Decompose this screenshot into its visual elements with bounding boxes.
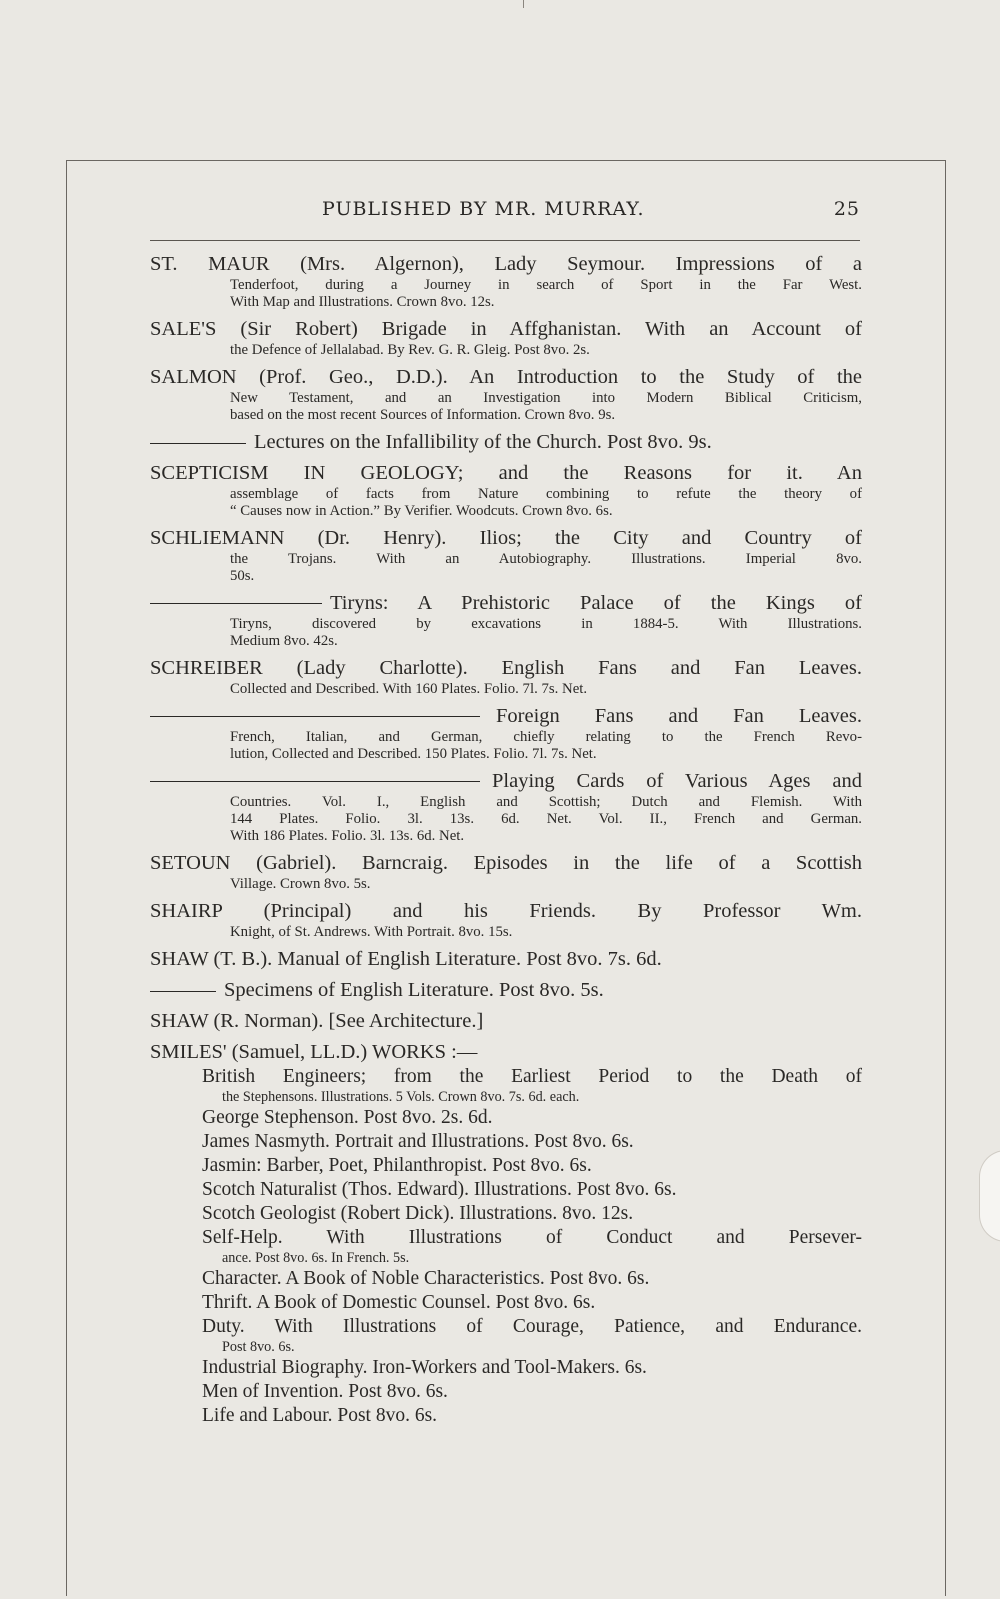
entry-heading: Foreign Fans and Fan Leaves.: [150, 704, 862, 729]
catalogue-entry: [150, 591, 862, 650]
entry-line: the Trojans. With an Autobiography. Illustrations. Imperial 8vo.: [230, 551, 862, 567]
entry-heading: Lectures on the Infallibility of the Church. Post 8vo. 9s.: [150, 430, 862, 455]
catalogue-entry: [150, 947, 862, 972]
catalogue-entry: [150, 1009, 862, 1034]
entry-line: based on the most recent Sources of Information. Crown 8vo. 9s.: [230, 407, 616, 423]
header-rule: [150, 240, 860, 241]
entry-heading: SMILES' (Samuel, LL.D.) WORKS :—: [150, 1041, 478, 1063]
entry-heading: Specimens of English Literature. Post 8vo. 5s.: [150, 978, 862, 1003]
catalogue-entry: [150, 317, 862, 359]
entry-line: New Testament, and an Investigation into Modern Biblical Criticism,: [230, 390, 862, 406]
entry-line: Knight, of St. Andrews. With Portrait. 8vo. 15s.: [230, 924, 513, 940]
work-heading: Character. A Book of Noble Characteristics. Post 8vo. 6s.: [202, 1268, 650, 1289]
entry-line: lution, Collected and Described. 150 Plates. Folio. 7l. 7s. Net.: [230, 746, 597, 762]
entry-line: the Defence of Jellalabad. By Rev. G. R. Gleig. Post 8vo. 2s.: [230, 342, 590, 358]
work-item: [150, 1130, 862, 1154]
work-item: [150, 1154, 862, 1178]
catalogue-list: [150, 252, 862, 1428]
entry-heading: Tiryns: A Prehistoric Palace of the Kings of: [150, 591, 862, 616]
work-item: [150, 1202, 862, 1226]
work-line: the Stephensons. Illustrations. 5 Vols. Crown 8vo. 7s. 6d. each.: [222, 1089, 580, 1105]
catalogue-entry: [150, 851, 862, 893]
entry-heading: SALE'S (Sir Robert) Brigade in Affghanistan. With an Account of: [150, 318, 862, 340]
entry-line: Village. Crown 8vo. 5s.: [230, 876, 371, 892]
catalogue-entry: [150, 365, 862, 424]
work-heading: Jasmin: Barber, Poet, Philanthropist. Post 8vo. 6s.: [202, 1155, 592, 1176]
catalogue-entry: [150, 769, 862, 845]
catalogue-entry: [150, 899, 862, 941]
work-item: [150, 1267, 862, 1291]
work-item: [150, 1065, 862, 1106]
ditto-dash: [150, 991, 216, 992]
entry-line: Tenderfoot, during a Journey in search of Sport in the Far West.: [230, 277, 862, 293]
entry-line: assemblage of facts from Nature combining to refute the theory of: [230, 486, 862, 502]
catalogue-entry: [150, 461, 862, 520]
work-line: Post 8vo. 6s.: [222, 1339, 295, 1355]
work-item: [150, 1178, 862, 1202]
smiles-works-list: [150, 1065, 862, 1428]
entry-line: French, Italian, and German, chiefly relating to the French Revo-: [230, 729, 862, 745]
work-heading: Self-Help. With Illustrations of Conduct and Persever-: [202, 1227, 862, 1248]
page-header: [150, 198, 860, 224]
work-heading: Men of Invention. Post 8vo. 6s.: [202, 1381, 448, 1402]
entry-line: “ Causes now in Action.” By Verifier. Woodcuts. Crown 8vo. 6s.: [230, 503, 613, 519]
page-number: 25: [833, 198, 860, 220]
entry-line: Tiryns, discovered by excavations in 1884-5. With Illustrations.: [230, 616, 862, 632]
catalogue-entry: [150, 656, 862, 698]
work-heading: James Nasmyth. Portrait and Illustrations. Post 8vo. 6s.: [202, 1131, 634, 1152]
ditto-dash: [150, 443, 246, 444]
entry-heading: Playing Cards of Various Ages and: [150, 769, 862, 794]
running-head: PUBLISHED BY MR. MURRAY.: [322, 198, 645, 220]
entry-heading: ST. MAUR (Mrs. Algernon), Lady Seymour. Impressions of a: [150, 253, 862, 275]
work-heading: Life and Labour. Post 8vo. 6s.: [202, 1405, 438, 1426]
entry-line: With Map and Illustrations. Crown 8vo. 12s.: [230, 294, 495, 310]
ditto-dash: [150, 716, 480, 729]
entry-heading: SCEPTICISM IN GEOLOGY; and the Reasons for it. An: [150, 462, 862, 484]
scan-mark: [523, 0, 524, 8]
catalogue-entry: [150, 526, 862, 585]
work-item: [150, 1226, 862, 1267]
work-item: [150, 1356, 862, 1380]
entry-line: With 186 Plates. Folio. 3l. 13s. 6d. Net.: [230, 828, 465, 844]
entry-line: Medium 8vo. 42s.: [230, 633, 338, 649]
catalogue-entry: [150, 1040, 862, 1065]
entry-heading: SHAW (T. B.). Manual of English Literature. Post 8vo. 7s. 6d.: [150, 948, 662, 970]
entry-line: Countries. Vol. I., English and Scottish; Dutch and Flemish. With: [230, 794, 862, 810]
entry-heading: SCHLIEMANN (Dr. Henry). Ilios; the City and Country of: [150, 527, 862, 549]
catalogue-entry: [150, 252, 862, 311]
work-item: [150, 1106, 862, 1130]
entry-heading: SALMON (Prof. Geo., D.D.). An Introduction to the Study of the: [150, 366, 862, 388]
work-heading: British Engineers; from the Earliest Period to the Death of: [202, 1066, 862, 1087]
catalogue-entry: [150, 704, 862, 763]
work-heading: George Stephenson. Post 8vo. 2s. 6d.: [202, 1107, 493, 1128]
entry-heading: SETOUN (Gabriel). Barncraig. Episodes in the life of a Scottish: [150, 852, 862, 874]
work-heading: Duty. With Illustrations of Courage, Patience, and Endurance.: [202, 1316, 862, 1337]
catalogue-entry: [150, 430, 862, 455]
entry-line: 50s.: [230, 568, 255, 584]
work-heading: Industrial Biography. Iron-Workers and Tool-Makers. 6s.: [202, 1357, 647, 1378]
work-item: [150, 1404, 862, 1428]
entry-heading: SHAIRP (Principal) and his Friends. By Professor Wm.: [150, 900, 862, 922]
catalogue-entry: [150, 978, 862, 1003]
work-line: ance. Post 8vo. 6s. In French. 5s.: [222, 1250, 410, 1266]
ditto-dash: [150, 781, 480, 794]
work-item: [150, 1315, 862, 1356]
work-heading: Thrift. A Book of Domestic Counsel. Post 8vo. 6s.: [202, 1292, 596, 1313]
work-item: [150, 1380, 862, 1404]
work-item: [150, 1291, 862, 1315]
page-edge-tab: [979, 1150, 1000, 1242]
entry-heading: SHAW (R. Norman). [See Architecture.]: [150, 1010, 484, 1032]
work-heading: Scotch Geologist (Robert Dick). Illustrations. 8vo. 12s.: [202, 1203, 634, 1224]
entry-heading: SCHREIBER (Lady Charlotte). English Fans and Fan Leaves.: [150, 657, 862, 679]
entry-line: 144 Plates. Folio. 3l. 13s. 6d. Net. Vol. II., French and German.: [230, 811, 862, 827]
entry-line: Collected and Described. With 160 Plates. Folio. 7l. 7s. Net.: [230, 681, 588, 697]
work-heading: Scotch Naturalist (Thos. Edward). Illustrations. Post 8vo. 6s.: [202, 1179, 677, 1200]
ditto-dash: [150, 603, 322, 616]
